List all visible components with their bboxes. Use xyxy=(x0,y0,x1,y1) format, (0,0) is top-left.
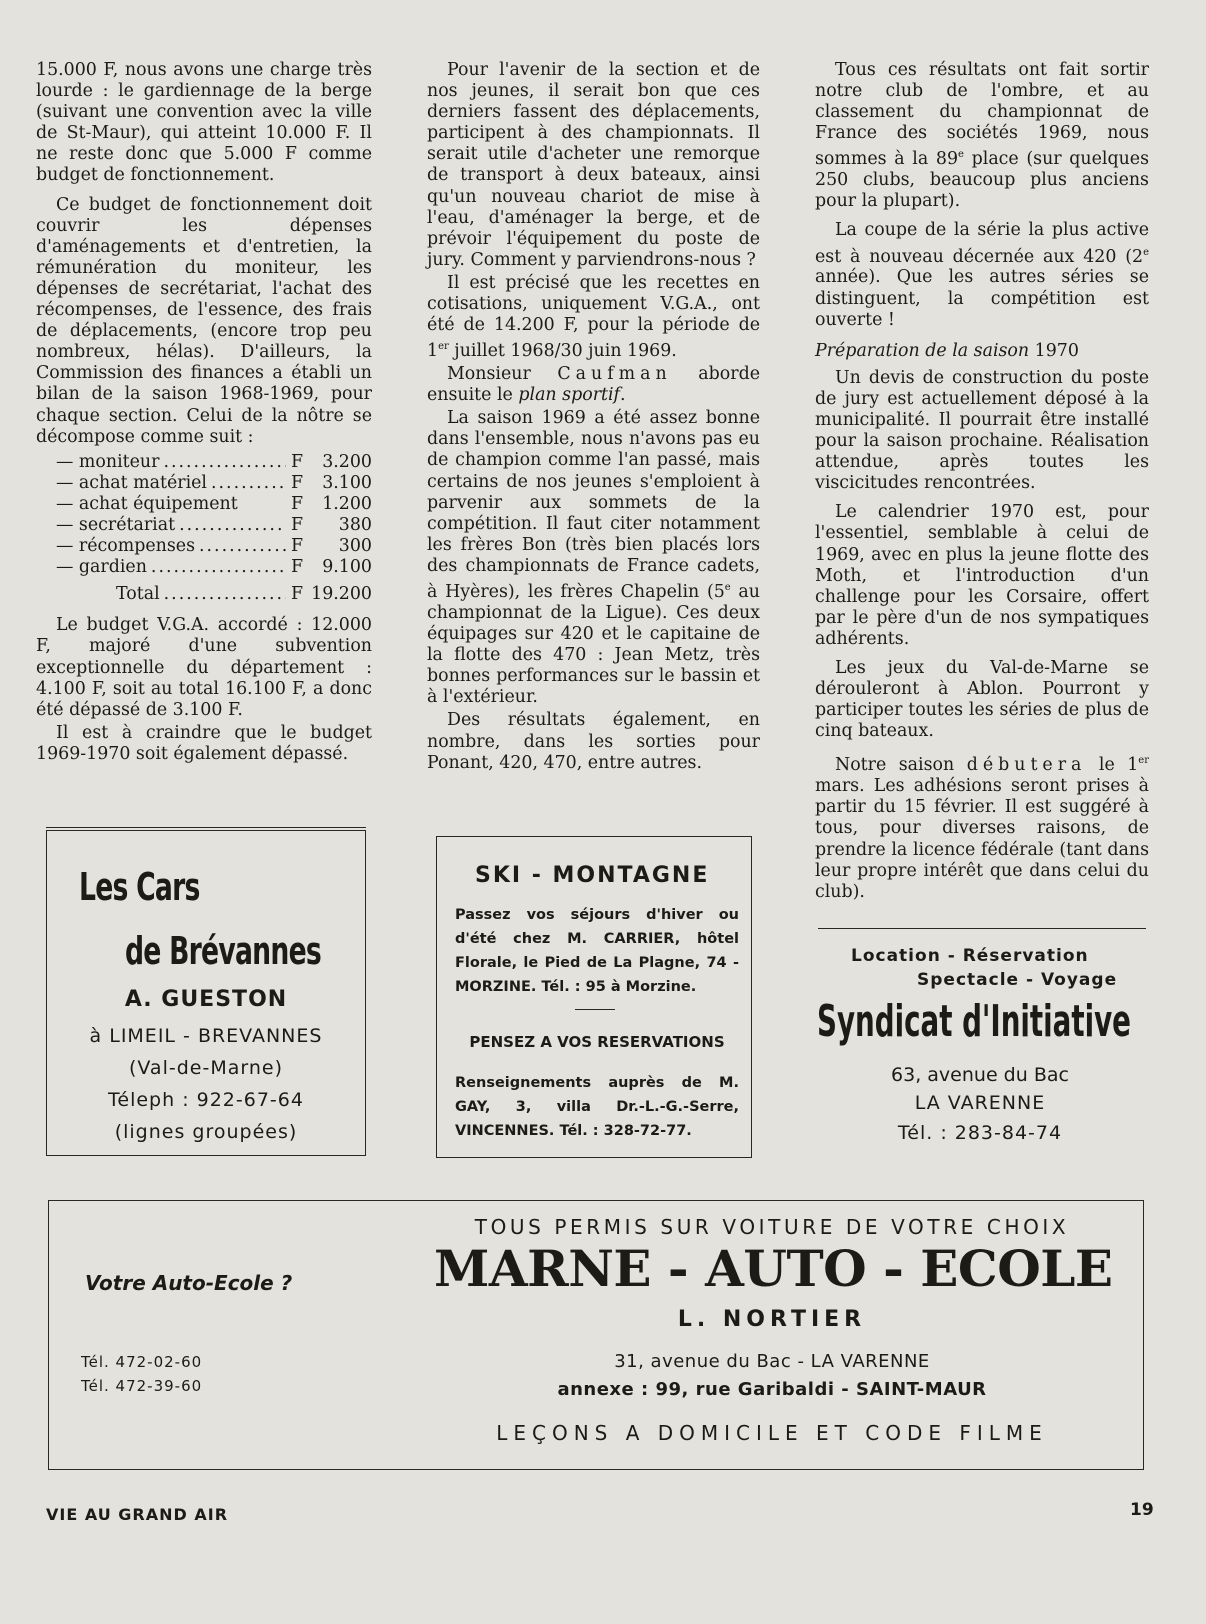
ad-address: 63, avenue du Bac xyxy=(891,1064,1069,1086)
budget-value: 3.200 xyxy=(322,451,372,472)
ad-region: (Val-de-Marne) xyxy=(129,1057,283,1079)
budget-row xyxy=(56,536,372,557)
page-number: 19 xyxy=(1130,1500,1154,1520)
ad-line: Spectacle - Voyage xyxy=(917,970,1118,990)
budget-currency: F xyxy=(290,557,304,578)
budget-currency: F xyxy=(290,451,304,472)
paragraph: Notre saison débutera le 1er mars. Les adhésions seront prises à partir du 15 février. Il est suggéré à tous, pour diverses raisons, de prendre la licence fédérale (tant dans leur propre intérêt que dans celui du club). xyxy=(815,755,1149,902)
paragraph: La saison 1969 a été assez bonne dans l'ensemble, nous n'avons pas eu de champion comme l'an passé, mais certains de nos jeunes s'emploient à parvenir aux sommets de la compétition. Il faut citer notamment les frères Bon (très bien placés lors des championnats de France cadets, à Hyères), les frères Chapelin (5e au championnat de la Ligue). Ces deux équipages sur 420 et le capitaine de la flotte des 470 : Jean Metz, très bonnes performances sur le bassin et à l'extérieur. xyxy=(427,408,760,708)
ad-title: SKI - MONTAGNE xyxy=(475,863,710,888)
budget-value: 300 xyxy=(338,536,372,557)
ad-text: Renseignements auprès de M. GAY, 3, villa Dr.-L.-G.-Serre, VINCENNES. Tél. : 328-72-77. xyxy=(455,1075,739,1139)
ad-footer-line: LEÇONS A DOMICILE ET CODE FILME xyxy=(496,1421,1048,1445)
ad-headline: TOUS PERMIS SUR VOITURE DE VOTRE CHOIX xyxy=(474,1215,1070,1239)
budget-row xyxy=(56,452,372,473)
paragraph: Un devis de construction du poste de jury est actuellement déposé à la municipalité. Il pourrait être installé pour la saison prochaine. Réalisation attendue, après toutes les viscicitudes rencontrées. xyxy=(815,367,1149,494)
paragraph: Pour l'avenir de la section et de nos jeunes, il serait bon que ces derniers fassent des déplacements, participent à des championnats. Il serait utile d'acheter une remorque de transport à deux bateaux, ainsi qu'un nouveau chariot de mise à l'eau, d'aménager la berge, et de prévoir l'équipement du poste de jury. Comment y parviendrons-nous ? xyxy=(427,60,760,270)
paragraph: Le budget V.G.A. accordé : 12.000 F, majoré d'une subvention exceptionnelle du département : 4.100 F, soit au total 16.100 F, a donc été dépassé de 3.100 F. xyxy=(36,615,372,720)
budget-value: 3.100 xyxy=(322,472,372,493)
ad-lines: (lignes groupées) xyxy=(114,1121,298,1143)
budget-value: 380 xyxy=(338,514,372,535)
ad-owner: L. NORTIER xyxy=(677,1307,867,1332)
budget-row xyxy=(56,515,372,536)
paragraph: Il est précisé que les recettes en cotisations, uniquement V.G.A., ont été de 14.200 F, pour la période de 1er juillet 1968/30 juin 1969. xyxy=(427,272,760,362)
ad-cars-brevannes xyxy=(46,830,366,1156)
budget-total-value: 19.200 xyxy=(311,584,372,605)
budget-currency: F xyxy=(290,514,304,535)
paragraph: Monsieur Caufman aborde ensuite le plan sportif. xyxy=(427,364,760,406)
budget-label: — moniteur xyxy=(56,451,160,472)
budget-row xyxy=(56,557,372,578)
ad-title: Les Cars xyxy=(79,865,200,909)
budget-label: — achat équipement xyxy=(56,493,238,514)
ad-phone: Tél. 472-39-60 xyxy=(81,1377,203,1395)
budget-currency: F xyxy=(290,472,304,493)
ad-address: 31, avenue du Bac - LA VARENNE xyxy=(614,1351,930,1372)
divider xyxy=(818,928,1146,929)
ad-name: A. GUESTON xyxy=(124,987,288,1012)
divider xyxy=(575,1009,615,1010)
paragraph: Des résultats également, en nombre, dans les sorties pour Ponant, 420, 470, entre autres. xyxy=(427,710,760,773)
budget-row xyxy=(56,473,372,494)
ad-tagline: Votre Auto-Ecole ? xyxy=(85,1271,293,1295)
ad-subtitle: PENSEZ A VOS RESERVATIONS xyxy=(469,1033,725,1051)
budget-label: — gardien xyxy=(56,557,147,578)
budget-currency: F xyxy=(290,493,304,514)
section-heading: Préparation de la saison 1970 xyxy=(815,340,1079,361)
paragraph: Le calendrier 1970 est, pour l'essentiel, semblable à celui de 1969, avec en plus la jeune flotte des Moth, et l'introduction d'un challenge pour les Corsaire, offert par le père d'un de nos sympatiques adhérents. xyxy=(815,502,1149,649)
ad-syndicat xyxy=(815,940,1145,1150)
budget-total-label: Total xyxy=(116,584,160,605)
budget-label: — secrétariat xyxy=(56,514,176,535)
budget-label: — récompenses xyxy=(56,536,195,557)
ad-annexe: annexe : 99, rue Garibaldi - SAINT-MAUR xyxy=(557,1379,987,1400)
paragraph: Les jeux du Val-de-Marne se dérouleront à Ablon. Pourront y participer toutes les séries de plus de cinq bateaux. xyxy=(815,658,1149,742)
budget-currency: F xyxy=(290,584,304,605)
paragraph: 15.000 F, nous avons une charge très lourde : le gardiennage de la berge (suivant une convention avec la ville de St-Maur), qui atteint 10.000 F. Il ne reste donc que 5.000 F comme budget de fonctionnement. xyxy=(36,60,372,186)
ad-title: Syndicat d'Initiative xyxy=(817,996,1131,1047)
budget-value: 1.200 xyxy=(322,493,372,514)
budget-value: 9.100 xyxy=(322,557,372,578)
ad-line: Location - Réservation xyxy=(851,946,1089,966)
ad-auto-ecole xyxy=(48,1200,1144,1470)
paragraph: Ce budget de fonctionnement doit couvrir les dépenses d'aménagements et d'entretien, la rémunération du moniteur, les dépenses de secrétariat, l'achat des récompenses, de l'essence, des frais de déplacements, (encore trop peu nombreux, hélas). D'ailleurs, la Commission des finances a établi un bilan de la saison 1968-1969, pour chaque section. Celui de la nôtre se décompose comme suit : xyxy=(36,194,372,447)
article-column-3 xyxy=(815,60,1149,911)
article-column-2 xyxy=(427,60,760,782)
ad-city: LA VARENNE xyxy=(914,1092,1046,1114)
ad-text: Passez vos séjours d'hiver ou d'été chez M. CARRIER, hôtel Florale, le Pied de La Plagne, 74 - MORZINE. Tél. : 95 à Morzine. xyxy=(455,907,739,995)
paragraph: Il est à craindre que le budget 1969-1970 soit également dépassé. xyxy=(36,722,372,764)
ad-title: de Brévannes xyxy=(125,929,321,973)
budget-label: — achat matériel xyxy=(56,472,207,493)
divider xyxy=(46,827,366,828)
budget-total-row xyxy=(56,584,372,605)
budget-row xyxy=(56,494,372,515)
ad-name: MARNE - AUTO - ECOLE xyxy=(434,1239,1113,1298)
magazine-title: VIE AU GRAND AIR xyxy=(46,1505,229,1524)
ad-phone: Tél. : 283-84-74 xyxy=(897,1122,1063,1144)
paragraph: La coupe de la série la plus active est à nouveau décernée aux 420 (2e année). Que les autres séries se distinguent, la compétition est ouverte ! xyxy=(815,220,1149,330)
budget-table xyxy=(56,452,372,606)
budget-currency: F xyxy=(290,536,304,557)
ad-phone: Téleph : 922-67-64 xyxy=(108,1089,304,1111)
ad-place: à LIMEIL - BREVANNES xyxy=(89,1025,323,1047)
article-column-1 xyxy=(36,60,372,773)
paragraph: Tous ces résultats ont fait sortir notre club de l'ombre, et au classement du championnat de France des sociétés 1969, nous sommes à la 89e place (sur quelques 250 clubs, beaucoup plus anciens pour la plupart). xyxy=(815,60,1150,212)
ad-phone: Tél. 472-02-60 xyxy=(81,1353,203,1371)
ad-ski-montagne xyxy=(436,836,752,1158)
